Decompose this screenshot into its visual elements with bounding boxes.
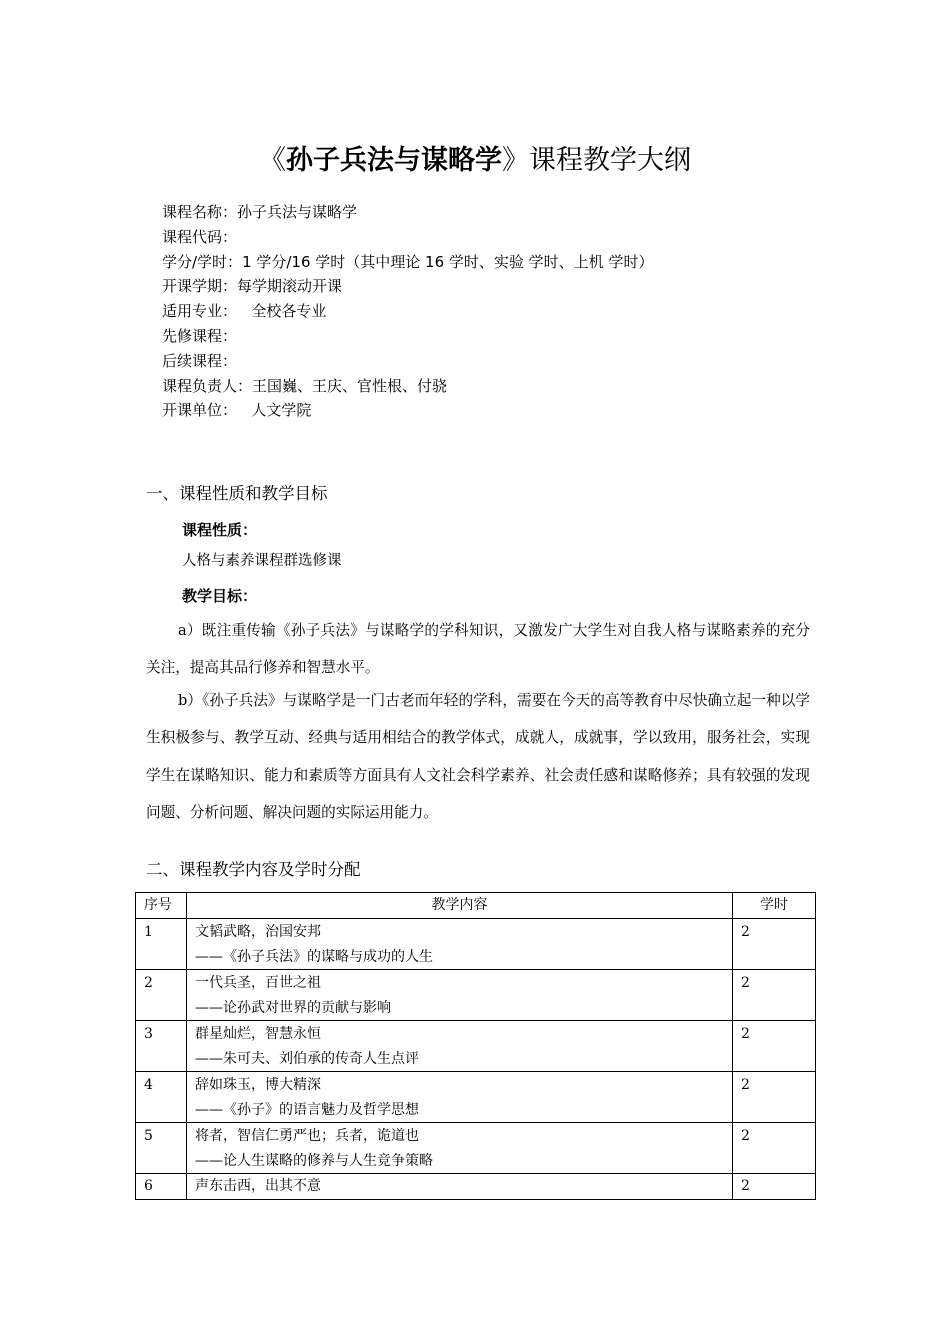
section-2-heading: 二、课程教学内容及学时分配 [146, 860, 361, 879]
schedule-table [135, 892, 816, 1200]
content-line-1: 将者，智信仁勇严也；兵者，诡道也 [195, 1128, 419, 1144]
content-line-2: ——朱可夫、刘伯承的传奇人生点评 [195, 1050, 419, 1067]
info-label: 课程代码： [162, 227, 238, 246]
row-number: 5 [136, 1123, 187, 1174]
content-line-1: 声东击西，出其不意 [195, 1178, 321, 1194]
info-course-name [162, 200, 653, 225]
row-content [187, 970, 733, 1021]
row-number: 2 [136, 970, 187, 1021]
course-nature-text: 人格与素养课程群选修课 [182, 553, 342, 569]
title-course-name: 孙子兵法与谋略学 [286, 145, 502, 176]
info-majors [162, 299, 653, 324]
header-number: 序号 [136, 893, 187, 919]
info-department [162, 398, 653, 423]
info-label: 开课学期： [162, 277, 238, 296]
table-row [136, 1072, 816, 1123]
table-row [136, 1123, 816, 1174]
content-line-2: ——论人生谋略的修养与人生竞争策略 [195, 1152, 433, 1169]
info-label: 课程名称： [162, 203, 238, 221]
info-label: 学分/学时： [162, 252, 243, 271]
course-nature-label: 课程性质： [182, 521, 258, 539]
row-hours: 2 [733, 1123, 816, 1174]
row-content [187, 1021, 733, 1072]
content-line-2: ——《孙子》的语言魅力及哲学思想 [195, 1101, 419, 1118]
row-hours: 2 [733, 1072, 816, 1123]
content-line-2: ——《孙子兵法》的谋略与成功的人生 [195, 948, 433, 965]
table-row [136, 1021, 816, 1072]
row-content [187, 1072, 733, 1123]
row-content [187, 1174, 733, 1200]
goal-paragraph-a: a）既注重传输《孙子兵法》与谋略学的学科知识，又激发广大学生对自我人格与谋略素养的充分关注，提高其品行修养和智慧水平。 [146, 622, 810, 677]
info-value: 孙子兵法与谋略学 [237, 203, 358, 221]
content-line-1: 文韬武略，治国安邦 [195, 924, 321, 940]
title-close-bracket: 》 [502, 145, 529, 176]
info-label: 开课单位： [162, 401, 238, 420]
row-number: 6 [136, 1174, 187, 1200]
row-hours: 2 [733, 1174, 816, 1200]
row-hours: 2 [733, 970, 816, 1021]
info-label: 适用专业： [162, 302, 238, 321]
info-value: 1 学分/16 学时（其中理论 16 学时、实验 学时、上机 学时） [242, 252, 654, 271]
info-value: 人文学院 [237, 401, 312, 420]
info-credits-hours [162, 250, 653, 275]
page-title [0, 142, 950, 180]
title-open-bracket: 《 [259, 145, 286, 176]
row-content [187, 919, 733, 970]
row-hours: 2 [733, 1021, 816, 1072]
info-prerequisites [162, 324, 653, 349]
info-value: 每学期滚动开课 [237, 277, 343, 296]
table-row [136, 919, 816, 970]
info-course-code [162, 225, 653, 250]
row-number: 1 [136, 919, 187, 970]
course-info-block [162, 200, 653, 423]
row-number: 4 [136, 1072, 187, 1123]
info-value: 全校各专业 [237, 302, 327, 321]
title-suffix: 课程教学大纲 [529, 145, 691, 176]
section-1-heading: 一、课程性质和教学目标 [146, 484, 328, 503]
row-hours: 2 [733, 919, 816, 970]
row-number: 3 [136, 1021, 187, 1072]
header-content: 教学内容 [187, 893, 733, 919]
goal-paragraph-b: b）《孙子兵法》与谋略学是一门古老而年轻的学科，需要在今天的高等教育中尽快确立起一种以学生积极参与、教学互动、经典与适用相结合的教学体式，成就人，成就事，学以致用，服务社会，实现学生在谋略知识、能力和素质等方面具有人文社会科学素养、社会责任感和谋略修养；具有较强的发现问题、分析问题、解决问题的实际运用能力。 [146, 692, 810, 821]
info-label: 先修课程： [162, 326, 238, 345]
info-label: 课程负责人： [162, 376, 253, 395]
info-followup-courses [162, 349, 653, 374]
content-line-1: 一代兵圣，百世之祖 [195, 975, 321, 991]
header-hours: 学时 [733, 893, 816, 919]
table-row [136, 1174, 816, 1200]
info-semester [162, 274, 653, 299]
info-label: 后续课程： [162, 351, 238, 370]
row-content [187, 1123, 733, 1174]
content-line-2: ——论孙武对世界的贡献与影响 [195, 999, 391, 1016]
table-row [136, 970, 816, 1021]
teaching-goal-label: 教学目标： [182, 587, 258, 605]
content-line-1: 群星灿烂，智慧永恒 [195, 1026, 321, 1042]
info-value: 王国巍、王庆、官性根、付骁 [252, 376, 448, 395]
table-header-row [136, 893, 816, 919]
content-line-1: 辞如珠玉，博大精深 [195, 1077, 321, 1093]
info-course-leaders [162, 374, 653, 399]
